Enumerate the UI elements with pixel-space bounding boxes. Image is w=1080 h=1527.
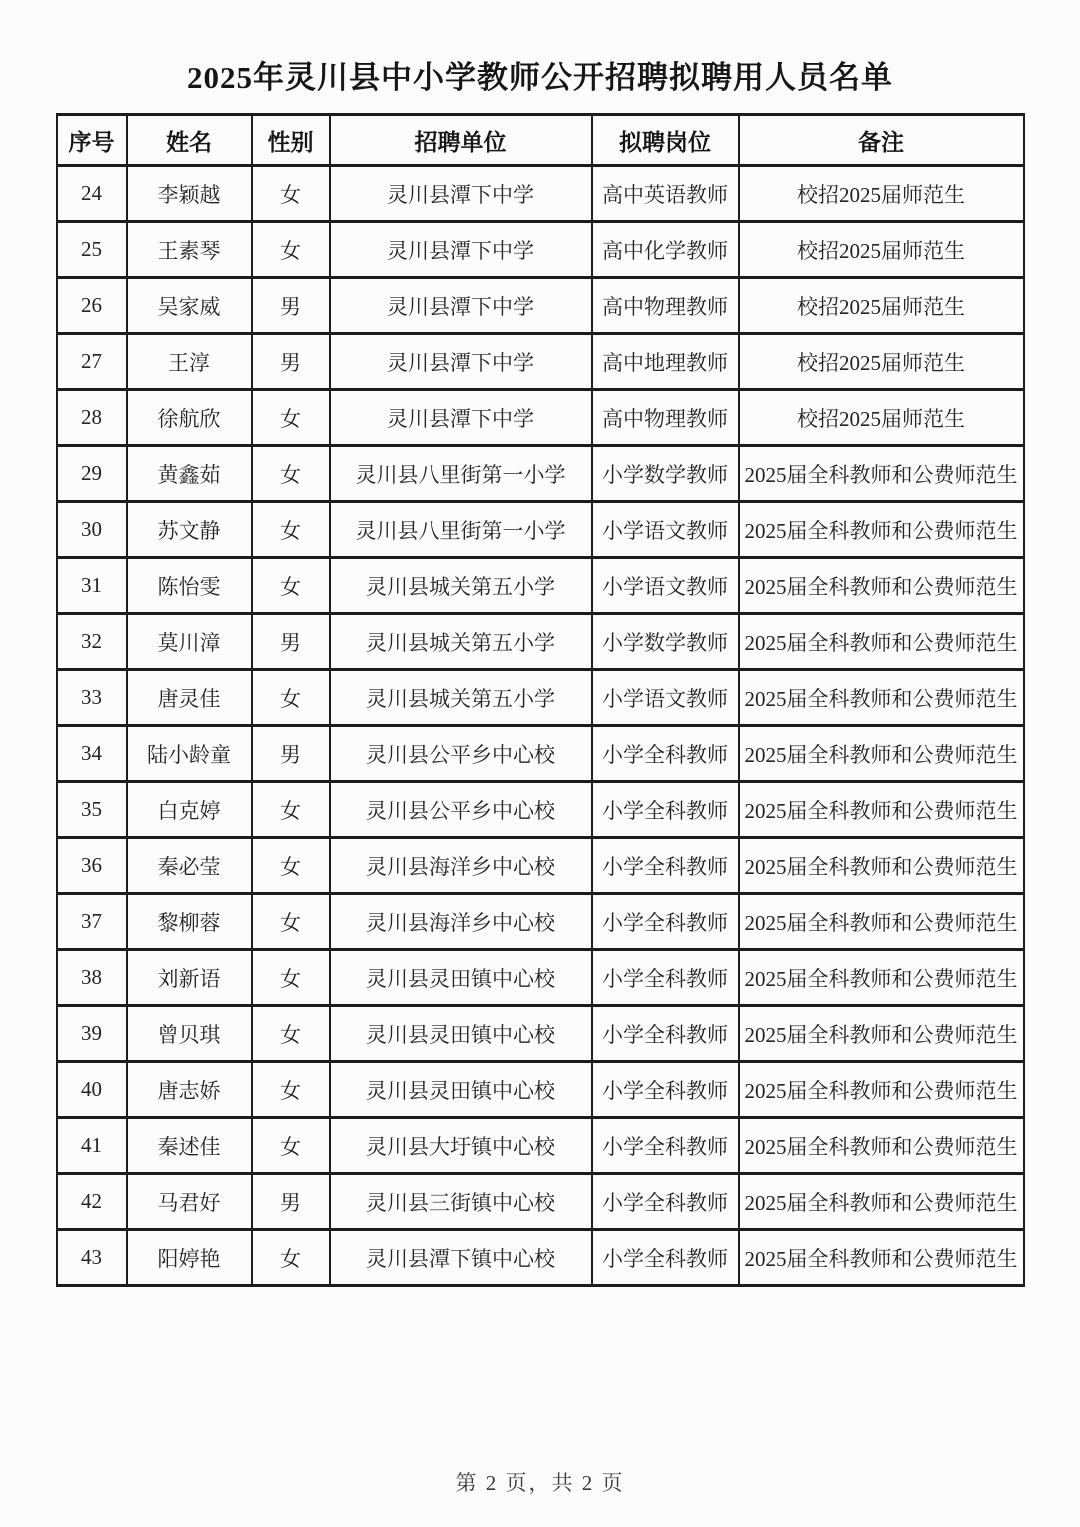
cell-number: 29: [57, 446, 127, 502]
cell-number: 24: [57, 166, 127, 222]
cell-remark: 2025届全科教师和公费师范生: [739, 558, 1024, 614]
cell-name: 黄鑫茹: [127, 446, 252, 502]
cell-name: 王素琴: [127, 222, 252, 278]
cell-unit: 灵川县潭下中学: [330, 278, 592, 334]
cell-gender: 男: [252, 1174, 330, 1230]
cell-position: 小学全科教师: [592, 1230, 739, 1286]
col-header-name: 姓名: [127, 115, 252, 166]
cell-name: 唐灵佳: [127, 670, 252, 726]
table-row: [57, 838, 1024, 894]
cell-name: 秦必莹: [127, 838, 252, 894]
cell-remark: 2025届全科教师和公费师范生: [739, 1006, 1024, 1062]
table-header: [57, 115, 1024, 166]
cell-remark: 2025届全科教师和公费师范生: [739, 838, 1024, 894]
cell-position: 小学数学教师: [592, 614, 739, 670]
cell-number: 35: [57, 782, 127, 838]
cell-unit: 灵川县灵田镇中心校: [330, 950, 592, 1006]
cell-gender: 女: [252, 390, 330, 446]
cell-name: 吴家威: [127, 278, 252, 334]
cell-number: 34: [57, 726, 127, 782]
col-header-gender: 性别: [252, 115, 330, 166]
cell-gender: 女: [252, 782, 330, 838]
cell-remark: 2025届全科教师和公费师范生: [739, 446, 1024, 502]
table-row: [57, 1006, 1024, 1062]
table-row: [57, 950, 1024, 1006]
cell-gender: 女: [252, 670, 330, 726]
table-row: [57, 726, 1024, 782]
cell-unit: 灵川县八里街第一小学: [330, 502, 592, 558]
cell-position: 小学全科教师: [592, 782, 739, 838]
cell-unit: 灵川县八里街第一小学: [330, 446, 592, 502]
cell-gender: 女: [252, 1062, 330, 1118]
header-row: [57, 115, 1024, 166]
table-row: [57, 446, 1024, 502]
table-row: [57, 782, 1024, 838]
cell-name: 秦述佳: [127, 1118, 252, 1174]
cell-position: 小学全科教师: [592, 838, 739, 894]
cell-name: 王淳: [127, 334, 252, 390]
table-row: [57, 278, 1024, 334]
cell-remark: 2025届全科教师和公费师范生: [739, 670, 1024, 726]
cell-name: 莫川漳: [127, 614, 252, 670]
cell-position: 小学语文教师: [592, 670, 739, 726]
cell-gender: 女: [252, 502, 330, 558]
cell-gender: 女: [252, 950, 330, 1006]
cell-number: 41: [57, 1118, 127, 1174]
cell-number: 27: [57, 334, 127, 390]
cell-remark: 2025届全科教师和公费师范生: [739, 1174, 1024, 1230]
cell-remark: 2025届全科教师和公费师范生: [739, 502, 1024, 558]
cell-name: 苏文静: [127, 502, 252, 558]
cell-number: 33: [57, 670, 127, 726]
table-row: [57, 670, 1024, 726]
cell-remark: 2025届全科教师和公费师范生: [739, 950, 1024, 1006]
cell-gender: 女: [252, 558, 330, 614]
cell-gender: 女: [252, 446, 330, 502]
table-row: [57, 894, 1024, 950]
cell-remark: 校招2025届师范生: [739, 334, 1024, 390]
cell-unit: 灵川县潭下中学: [330, 166, 592, 222]
table-body: [57, 166, 1024, 1286]
cell-position: 高中英语教师: [592, 166, 739, 222]
cell-remark: 2025届全科教师和公费师范生: [739, 614, 1024, 670]
cell-unit: 灵川县城关第五小学: [330, 614, 592, 670]
cell-position: 小学全科教师: [592, 1174, 739, 1230]
cell-gender: 女: [252, 222, 330, 278]
cell-unit: 灵川县海洋乡中心校: [330, 838, 592, 894]
table-row: [57, 222, 1024, 278]
cell-unit: 灵川县海洋乡中心校: [330, 894, 592, 950]
cell-unit: 灵川县灵田镇中心校: [330, 1006, 592, 1062]
cell-gender: 女: [252, 1230, 330, 1286]
cell-gender: 男: [252, 278, 330, 334]
cell-number: 32: [57, 614, 127, 670]
roster-table: [56, 113, 1025, 1287]
cell-name: 陈怡雯: [127, 558, 252, 614]
cell-unit: 灵川县三街镇中心校: [330, 1174, 592, 1230]
cell-gender: 女: [252, 1006, 330, 1062]
page-number: 第 2 页，共 2 页: [455, 1471, 625, 1495]
table-row: [57, 1118, 1024, 1174]
cell-number: 25: [57, 222, 127, 278]
cell-name: 刘新语: [127, 950, 252, 1006]
table-row: [57, 502, 1024, 558]
cell-remark: 校招2025届师范生: [739, 278, 1024, 334]
cell-position: 高中地理教师: [592, 334, 739, 390]
cell-number: 37: [57, 894, 127, 950]
cell-name: 陆小龄童: [127, 726, 252, 782]
cell-position: 小学数学教师: [592, 446, 739, 502]
cell-position: 小学全科教师: [592, 1118, 739, 1174]
cell-number: 30: [57, 502, 127, 558]
cell-unit: 灵川县公平乡中心校: [330, 782, 592, 838]
col-header-unit: 招聘单位: [330, 115, 592, 166]
cell-number: 31: [57, 558, 127, 614]
cell-unit: 灵川县潭下镇中心校: [330, 1230, 592, 1286]
cell-number: 40: [57, 1062, 127, 1118]
cell-position: 高中化学教师: [592, 222, 739, 278]
table-row: [57, 1062, 1024, 1118]
cell-number: 43: [57, 1230, 127, 1286]
cell-unit: 灵川县公平乡中心校: [330, 726, 592, 782]
cell-number: 28: [57, 390, 127, 446]
cell-remark: 2025届全科教师和公费师范生: [739, 1062, 1024, 1118]
cell-gender: 女: [252, 166, 330, 222]
cell-gender: 男: [252, 614, 330, 670]
cell-remark: 2025届全科教师和公费师范生: [739, 894, 1024, 950]
table-row: [57, 390, 1024, 446]
cell-name: 曾贝琪: [127, 1006, 252, 1062]
cell-position: 高中物理教师: [592, 278, 739, 334]
cell-number: 42: [57, 1174, 127, 1230]
cell-gender: 女: [252, 838, 330, 894]
cell-remark: 校招2025届师范生: [739, 222, 1024, 278]
col-header-number: 序号: [57, 115, 127, 166]
cell-unit: 灵川县大圩镇中心校: [330, 1118, 592, 1174]
cell-remark: 2025届全科教师和公费师范生: [739, 1230, 1024, 1286]
cell-unit: 灵川县潭下中学: [330, 390, 592, 446]
cell-remark: 2025届全科教师和公费师范生: [739, 726, 1024, 782]
cell-unit: 灵川县城关第五小学: [330, 670, 592, 726]
cell-unit: 灵川县灵田镇中心校: [330, 1062, 592, 1118]
cell-gender: 女: [252, 894, 330, 950]
table-row: [57, 1174, 1024, 1230]
cell-unit: 灵川县潭下中学: [330, 222, 592, 278]
table-row: [57, 166, 1024, 222]
cell-number: 36: [57, 838, 127, 894]
table-row: [57, 334, 1024, 390]
cell-unit: 灵川县潭下中学: [330, 334, 592, 390]
table-row: [57, 1230, 1024, 1286]
col-header-remark: 备注: [739, 115, 1024, 166]
cell-remark: 2025届全科教师和公费师范生: [739, 782, 1024, 838]
cell-position: 小学全科教师: [592, 950, 739, 1006]
cell-name: 阳婷艳: [127, 1230, 252, 1286]
cell-name: 唐志娇: [127, 1062, 252, 1118]
cell-name: 李颖越: [127, 166, 252, 222]
cell-gender: 男: [252, 726, 330, 782]
cell-name: 马君好: [127, 1174, 252, 1230]
cell-name: 黎柳蓉: [127, 894, 252, 950]
table-row: [57, 558, 1024, 614]
cell-gender: 男: [252, 334, 330, 390]
cell-position: 小学全科教师: [592, 1062, 739, 1118]
page-title: 2025年灵川县中小学教师公开招聘拟聘用人员名单: [187, 60, 893, 95]
cell-number: 26: [57, 278, 127, 334]
cell-position: 小学全科教师: [592, 894, 739, 950]
cell-position: 高中物理教师: [592, 390, 739, 446]
cell-name: 白克婷: [127, 782, 252, 838]
col-header-position: 拟聘岗位: [592, 115, 739, 166]
cell-unit: 灵川县城关第五小学: [330, 558, 592, 614]
cell-gender: 女: [252, 1118, 330, 1174]
cell-number: 38: [57, 950, 127, 1006]
cell-number: 39: [57, 1006, 127, 1062]
cell-remark: 校招2025届师范生: [739, 390, 1024, 446]
cell-position: 小学全科教师: [592, 726, 739, 782]
cell-position: 小学语文教师: [592, 558, 739, 614]
cell-position: 小学语文教师: [592, 502, 739, 558]
cell-remark: 2025届全科教师和公费师范生: [739, 1118, 1024, 1174]
table-row: [57, 614, 1024, 670]
cell-position: 小学全科教师: [592, 1006, 739, 1062]
cell-name: 徐航欣: [127, 390, 252, 446]
cell-remark: 校招2025届师范生: [739, 166, 1024, 222]
